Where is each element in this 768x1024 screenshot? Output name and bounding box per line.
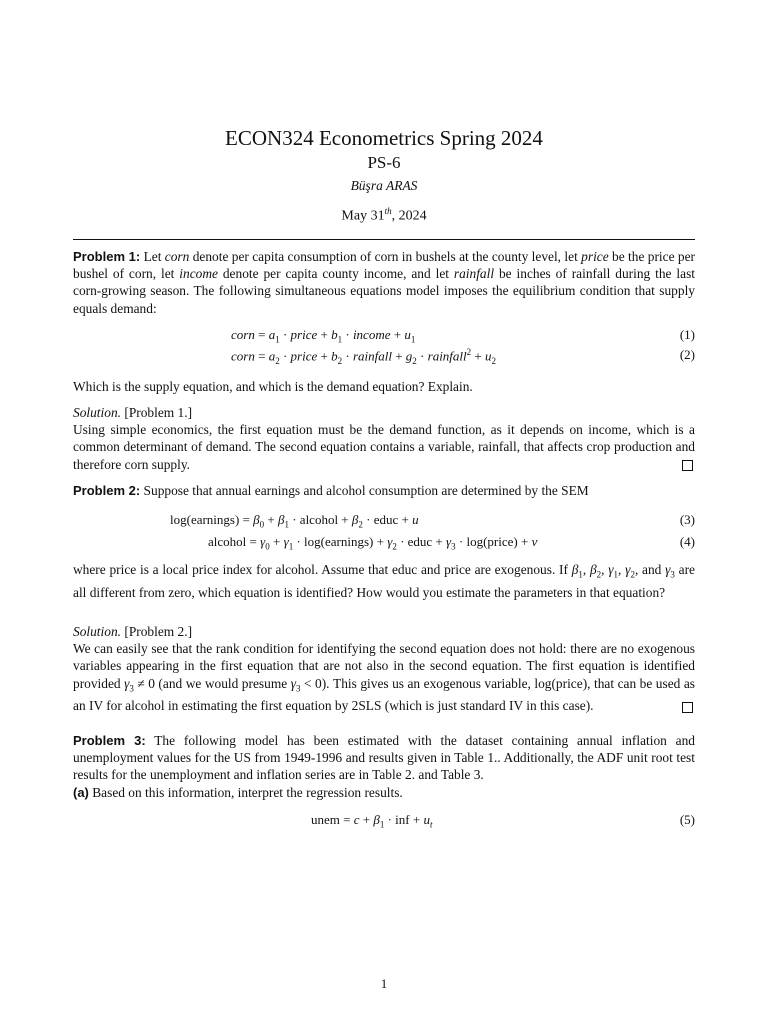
document-date: May 31th, 2024	[341, 206, 427, 224]
equation-3-number: (3)	[679, 512, 695, 527]
equation-2: corn = $a_2$ · price + $b_2$ · rainfall + $g_2$ · rainfall$^2$ + $u_2$ (2)	[231, 347, 695, 366]
problem-1-question: Which is the supply equation, and which is the demand equation? Explain.	[73, 379, 473, 394]
equation-4-number: (4)	[679, 534, 695, 549]
equation-5-number: (5)	[679, 812, 695, 827]
qed-icon	[682, 702, 693, 713]
document-subtitle: PS-6	[367, 153, 401, 172]
equation-3: log(earnings) = $\beta_0 + \beta_1$ · alcohol + $\beta_2$ · educ + u (3)	[170, 512, 695, 530]
page-number: 1	[380, 976, 388, 991]
problem-3-label: Problem 3:	[73, 733, 146, 748]
problem-1-label: Problem 1:	[73, 249, 141, 264]
equation-1-number: (1)	[679, 327, 695, 342]
qed-icon	[682, 460, 693, 471]
equation-5: unem = $c + \beta_1$ · inf + $u_t$ (5)	[311, 812, 695, 830]
equation-1: corn = $a_1$ · price + $b_1$ · income + $u_1$ (1)	[231, 327, 695, 345]
part-a-label: (a)	[73, 784, 89, 800]
equation-2-number: (2)	[679, 347, 695, 362]
header-rule	[73, 239, 695, 240]
equation-4: alcohol = $\gamma_0 + \gamma_1$ · log(earnings) + $\gamma_2$ · educ + $\gamma_3$ · log(price) + v (4)	[208, 534, 695, 552]
problem-1-statement: Problem 1: Let corn denote per capita consumption of corn in bushels at the county level, let price be the price per bushel of corn, let income denote per capita county income, and let rainfall be inches of rainfall during the last corn-growing season. The following simultaneous equations model imposes the equilibrium condition that supply equals demand:	[73, 249, 696, 316]
problem-2-label: Problem 2:	[73, 483, 141, 498]
document-title: ECON324 Econometrics Spring 2024	[225, 126, 543, 150]
problem-2-statement: Problem 2: Suppose that annual earnings and alcohol consumption are determined by the SEM	[73, 483, 589, 498]
problem-3-statement: Problem 3: The following model has been estimated with the dataset containing annual inflation and unemployment values for the US from 1949-1996 and results given in Table 1.. Additionally, the ADF unit root test results for the unemployment and inflation series are in Table 2. and Table 3. (a) Based on this information, interpret the regression results.	[73, 733, 696, 800]
problem-2-solution: Solution. [Problem 2.] We can easily see that the rank condition for identifying the second equation does not hold: there are no exogenous variables appearing in the first equation that are not also in the second equation. The first equation is identified provided $\gamma_3 \ne 0$ (and we would presume $\gamma_3 < 0$). This gives us an exogenous variable, log(price), that can be used as an IV for alcohol in estimating the first equation by 2SLS (which is just standard IV in this case).	[73, 624, 695, 714]
document-author: Büşra ARAS	[350, 178, 418, 193]
document-page	[73, 0, 695, 1024]
problem-1-solution: Solution. [Problem 1.] Using simple economics, the first equation must be the demand function, as it depends on income, which is a common determinant of demand. The second equation contains a variable, rainfall, that affects crop production and therefore corn supply.	[73, 405, 695, 472]
problem-2-question: where price is a local price index for alcohol. Assume that educ and price are exogenous. If $\beta_1$, $\beta_2$, $\gamma_1$, $\gamma_2$, and $\gamma_3$ are all different from zero, which equation is identified? How would you estimate the parameters in that equation?	[73, 562, 695, 600]
